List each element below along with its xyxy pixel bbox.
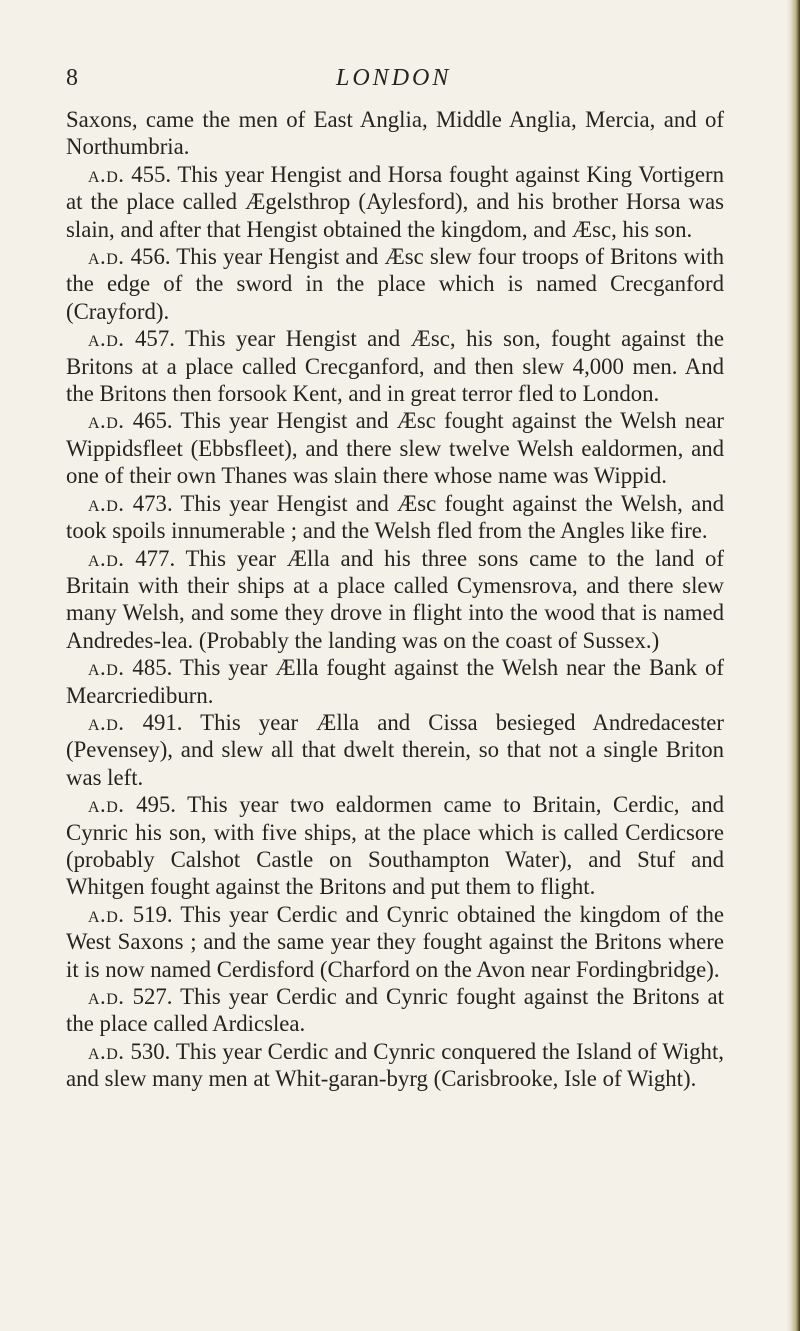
- annal-entry: [66, 654, 724, 709]
- annal-entries: [66, 161, 724, 1093]
- era-label: a.d.: [88, 244, 125, 270]
- era-label: a.d.: [88, 1038, 125, 1064]
- era-label: a.d.: [88, 408, 125, 434]
- annal-entry: [66, 490, 724, 545]
- annal-entry: [66, 791, 724, 901]
- annal-entry: [66, 901, 724, 983]
- annal-entry: [66, 243, 724, 325]
- page-body: [66, 106, 724, 1093]
- era-label: a.d.: [88, 161, 125, 187]
- entry-text: 485. This year Ælla fought against the Welsh near the Bank of Mearcriediburn.: [66, 655, 724, 708]
- era-label: a.d.: [88, 655, 125, 681]
- entry-text: 530. This year Cerdic and Cynric conquered the Island of Wight, and slew many men at Whit-garan-byrg (Carisbrooke, Isle of Wight).: [66, 1038, 724, 1092]
- entry-text: 491. This year Ælla and Cissa besieged Andredacester (Pevensey), and slew all that dwelt therein, so that not a single Briton was left.: [66, 709, 724, 790]
- entry-text: 495. This year two ealdormen came to Britain, Cerdic, and Cynric his son, with five ships, at the place which is called Cerdicsore (probably Calshot Castle on Southampton Water), and Stuf and Whitgen fought against the Britons and put them to flight.: [66, 792, 724, 900]
- entry-text: 465. This year Hengist and Æsc fought against the Welsh near Wippidsfleet (Ebbsfleet), and there slew twelve Welsh ealdormen, and one of their own Thanes was slain there whose name was Wippid.: [66, 408, 724, 489]
- era-label: a.d.: [88, 901, 125, 927]
- era-label: a.d.: [88, 545, 125, 571]
- era-label: a.d.: [88, 490, 125, 516]
- annal-entry: [66, 325, 724, 407]
- running-title: LONDON: [336, 65, 452, 91]
- annal-entry: [66, 161, 724, 243]
- annal-entry: [66, 545, 724, 655]
- opening-paragraph: Saxons, came the men of East Anglia, Middle Anglia, Mercia, and of Northumbria.: [66, 107, 724, 160]
- annal-entry: [66, 983, 724, 1038]
- entry-text: 527. This year Cerdic and Cynric fought against the Britons at the place called Ardicslea.: [66, 984, 724, 1037]
- entry-text: 477. This year Ælla and his three sons came to the land of Britain with their ships at a place called Cymensrova, and there slew many Welsh, and some they drove in flight into the wood that is named Andredes-lea. (Probably the landing was on the coast of Sussex.): [66, 545, 724, 653]
- era-label: a.d.: [88, 984, 125, 1009]
- entry-text: 455. This year Hengist and Horsa fought against King Vortigern at the place called Ægelsthrop (Aylesford), and his brother Horsa was slain, and after that Hengist obtained the kingdom, and Æsc, his son.: [66, 161, 724, 242]
- era-label: a.d.: [88, 792, 125, 818]
- page-edge-shadow: [786, 0, 800, 1331]
- era-label: a.d.: [88, 709, 125, 735]
- page-number: 8: [66, 65, 78, 91]
- entry-text: 456. This year Hengist and Æsc slew four troops of Britons with the edge of the sword in the place which is named Crecganford (Crayford).: [66, 244, 724, 324]
- era-label: a.d.: [88, 326, 125, 352]
- entry-text: 457. This year Hengist and Æsc, his son, fought against the Britons at a place called Crecganford, and then slew 4,000 men. And the Britons then forsook Kent, and in great terror fled to London.: [66, 326, 724, 407]
- annal-entry: [66, 1038, 724, 1093]
- entry-text: 519. This year Cerdic and Cynric obtained the kingdom of the West Saxons ; and the same year they fought against the Britons where it is now named Cerdisford (Charford on the Avon near Fordingbridge).: [66, 901, 724, 982]
- entry-text: 473. This year Hengist and Æsc fought against the Welsh, and took spoils innumerable ; and the Welsh fled from the Angles like fire.: [66, 490, 724, 544]
- annal-entry: [66, 407, 724, 489]
- annal-entry: [66, 709, 724, 791]
